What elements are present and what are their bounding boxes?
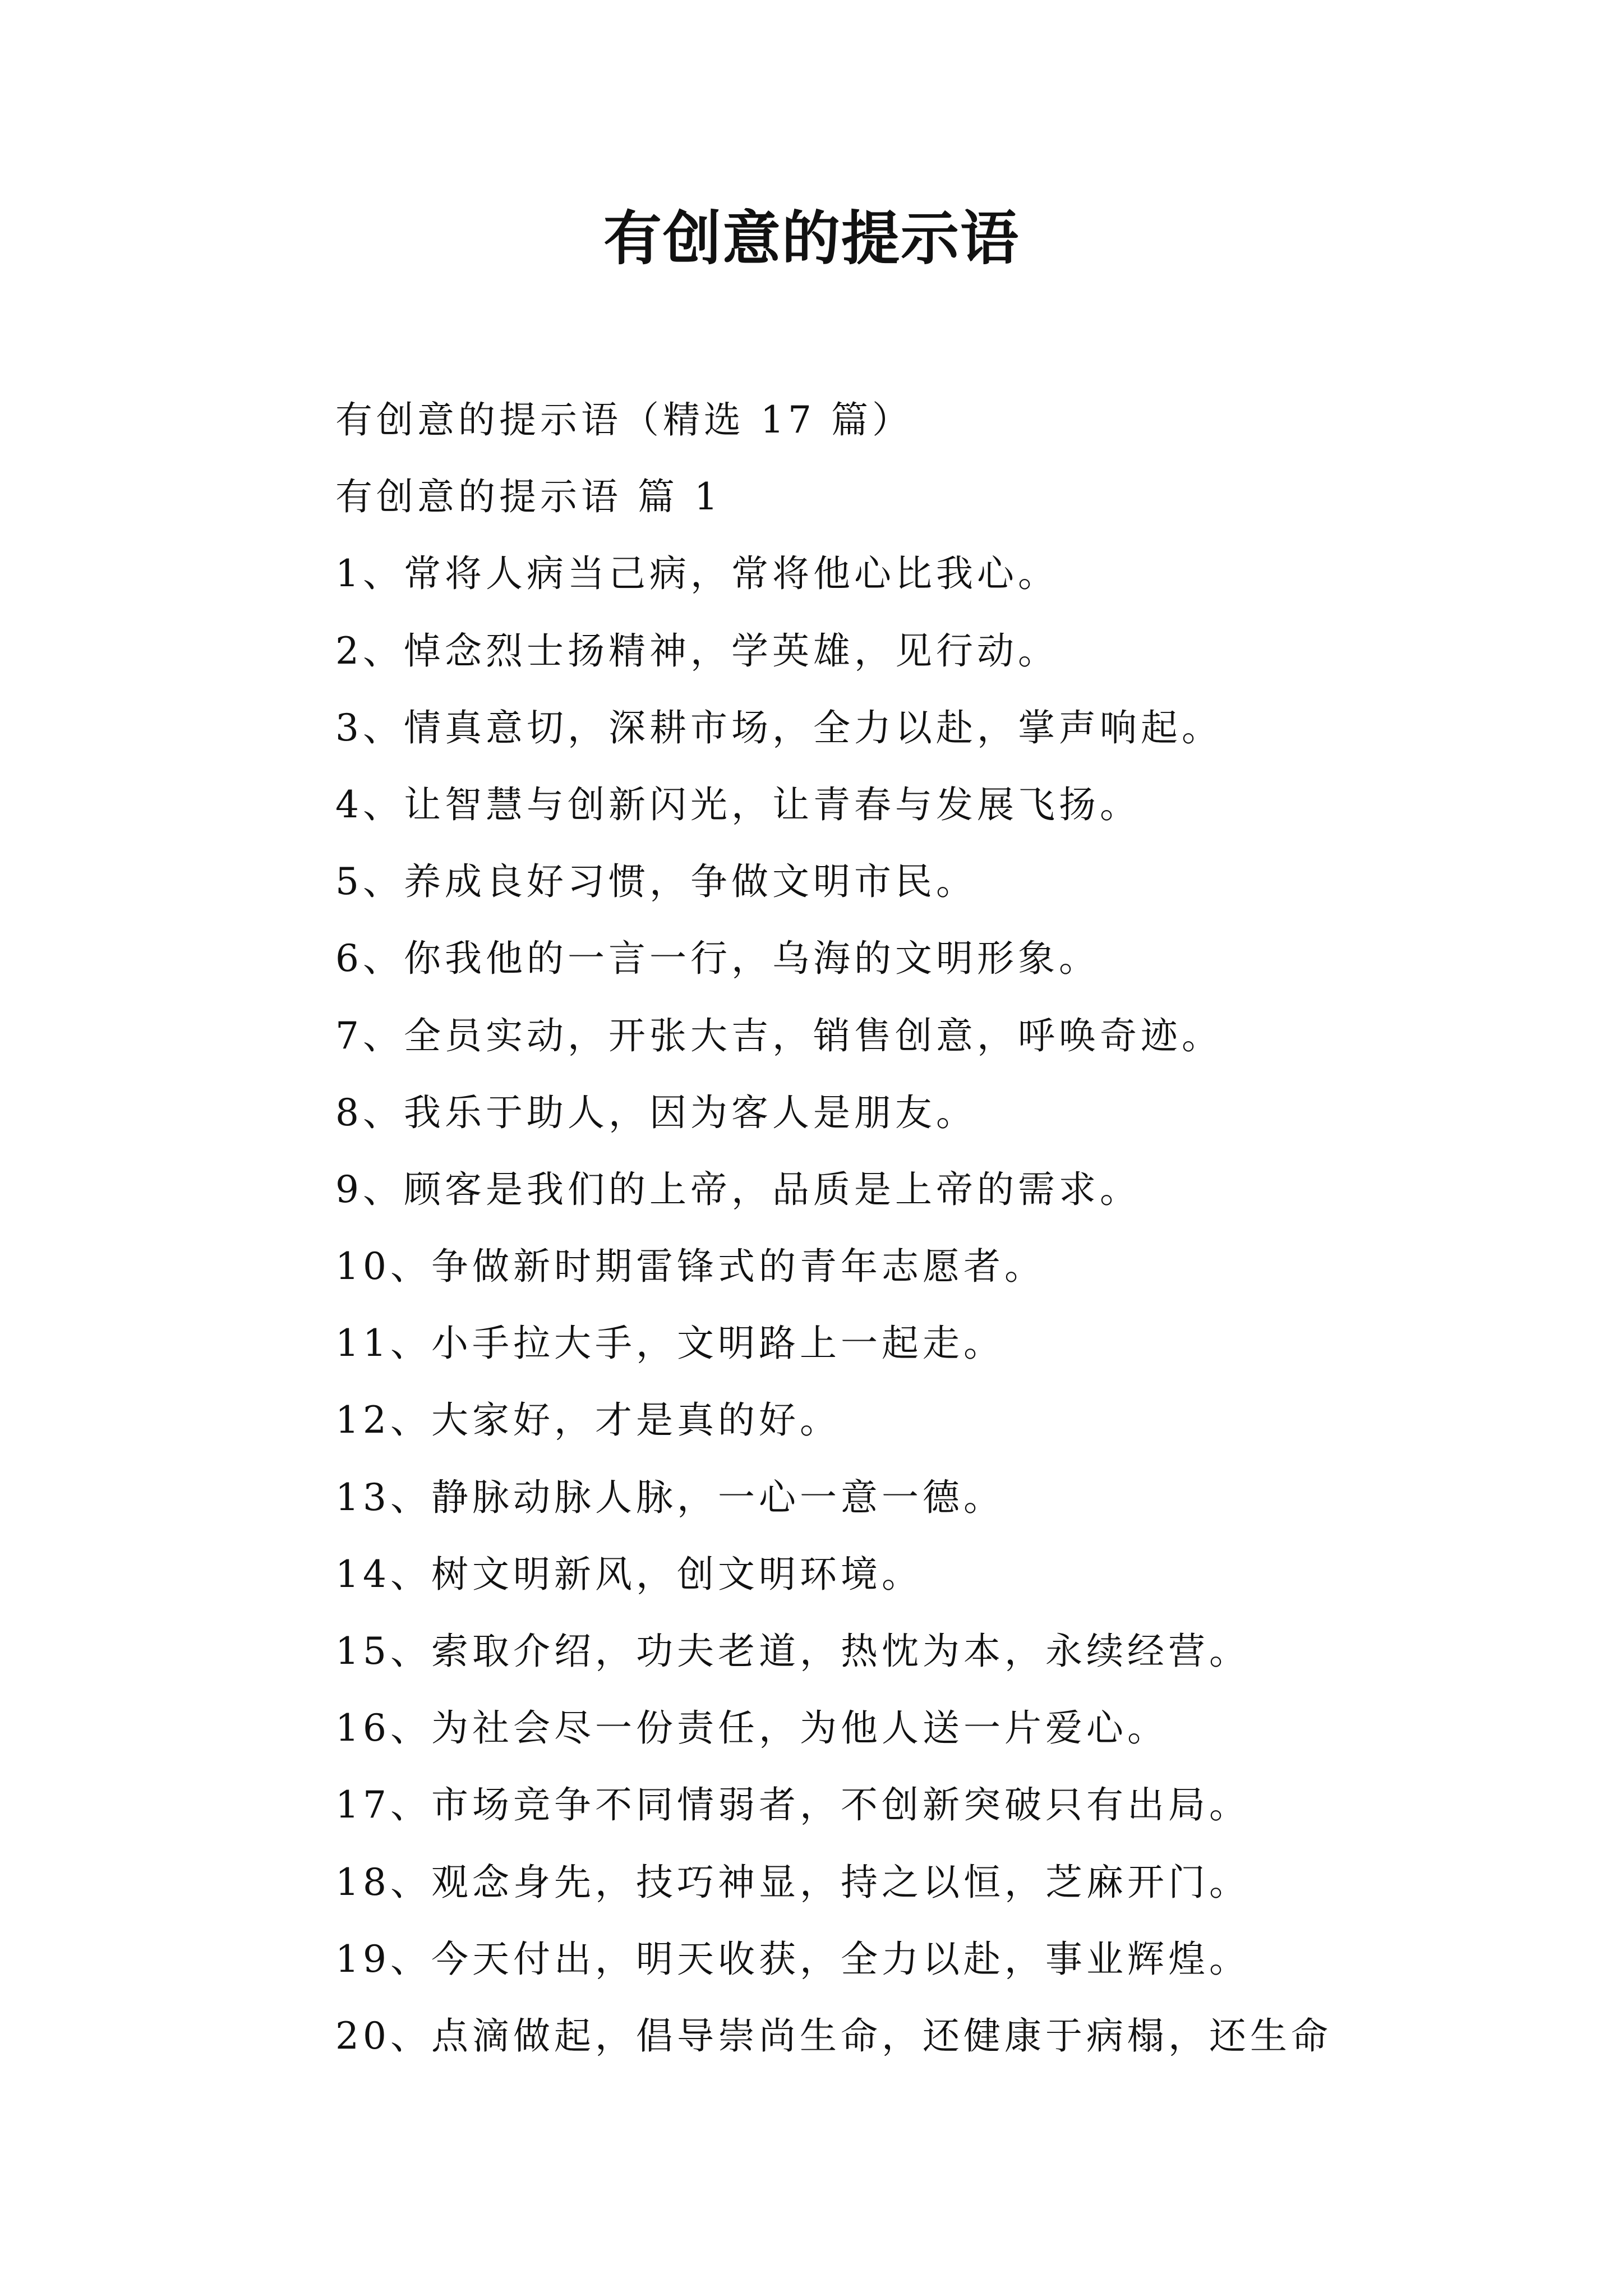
list-item: 14、树文明新风，创文明环境。 [335,1552,923,1596]
list-item: 1、常将人病当己病，常将他心比我心。 [335,552,1059,596]
list-item: 10、争做新时期雷锋式的青年志愿者。 [335,1245,1045,1289]
list-item: 4、让智慧与创新闪光，让青春与发展飞扬。 [335,783,1141,826]
list-item: 18、观念身先，技巧神显，持之以恒，芝麻开门。 [335,1860,1250,1904]
list-item: 17、市场竞争不同情弱者，不创新突破只有出局。 [335,1783,1250,1827]
list-item: 9、顾客是我们的上帝，品质是上帝的需求。 [335,1167,1141,1211]
document-title: 有创意的提示语 [603,204,1020,273]
list-item: 15、索取介绍，功夫老道，热忱为本，永续经营。 [335,1630,1250,1673]
list-item: 16、为社会尽一份责任，为他人送一片爱心。 [335,1706,1168,1750]
section-heading: 有创意的提示语 篇 1 [335,475,722,519]
list-item: 11、小手拉大手，文明路上一起走。 [335,1322,1004,1365]
list-item: 8、我乐于助人，因为客人是朋友。 [335,1091,977,1134]
list-item: 2、悼念烈士扬精神，学英雄，见行动。 [335,629,1059,673]
list-item: 12、大家好，才是真的好。 [335,1398,841,1442]
subtitle: 有创意的提示语（精选 17 篇） [335,398,913,441]
list-item: 7、全员实动，开张大吉，销售创意，呼唤奇迹。 [335,1014,1223,1057]
list-item: 20、点滴做起，倡导崇尚生命，还健康于病榻，还生命 [335,2014,1332,2058]
list-item: 5、养成良好习惯，争做文明市民。 [335,860,977,904]
list-item: 6、你我他的一言一行，乌海的文明形象。 [335,937,1100,981]
list-item: 3、情真意切，深耕市场，全力以赴，掌声响起。 [335,706,1223,749]
list-item: 19、今天付出，明天收获，全力以赴，事业辉煌。 [335,1937,1250,1981]
document-body [335,381,1485,2074]
list-item: 13、静脉动脉人脉，一心一意一德。 [335,1475,1004,1519]
